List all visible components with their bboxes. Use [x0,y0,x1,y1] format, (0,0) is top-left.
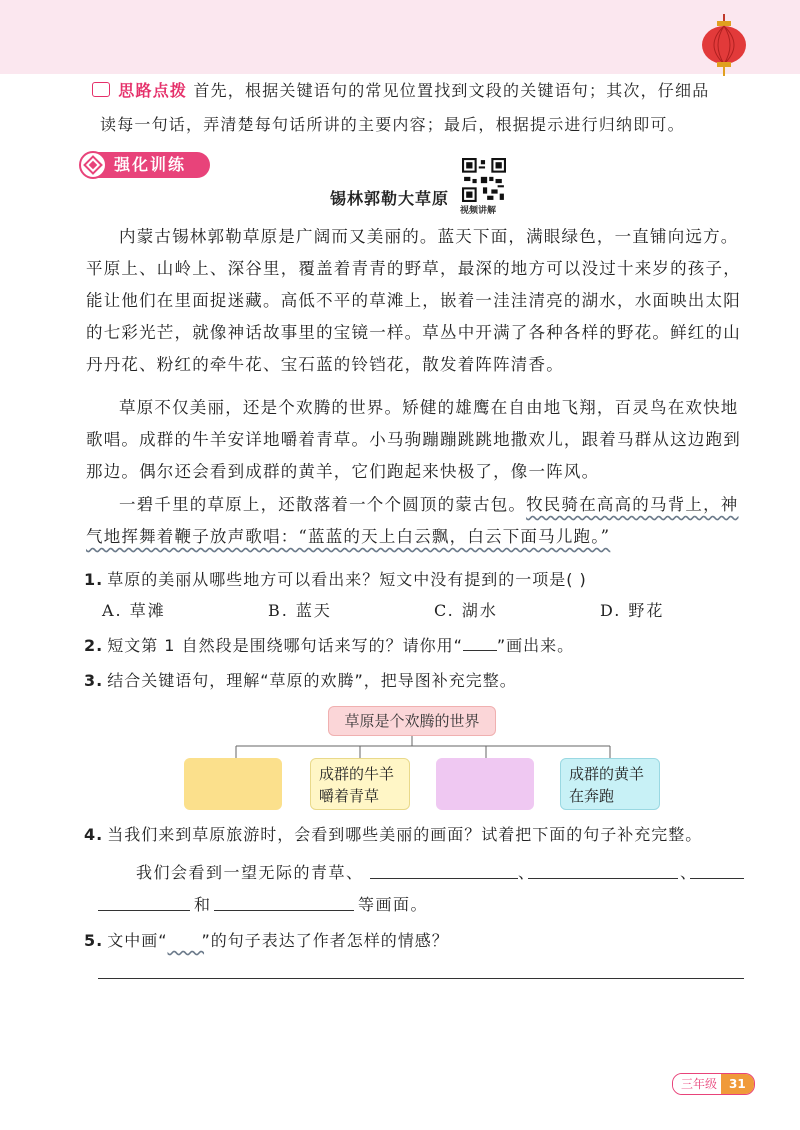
paragraph-2: 草原不仅美丽，还是个欢腾的世界。矫健的雄鹰在自由地飞翔，百灵鸟在欢快地歌唱。成群的牛羊安详地嚼着青草。小马驹蹦蹦跳跳地撒欢儿，跟着马群从这边跑到那边。偶尔还会看到成群的黄羊，它们跑起来快极了，像一阵风。 [86,398,741,481]
question-3-number: 3. [84,671,104,690]
question-5-text-a: 文中画“ [107,931,168,950]
question-1-number: 1. [84,570,104,589]
question-4-number: 4. [84,825,104,844]
qr-label: 视频讲解 [460,206,497,216]
option-d[interactable]: D. 野花 [600,601,665,620]
q4-sep-2: 、 [680,863,697,882]
q4-fill-start: 我们会看到一望无际的青草、 [136,863,364,882]
option-a[interactable]: A. 草滩 [102,601,166,620]
tip-text-line1: 首先，根据关键语句的常见位置找到文段的关键语句；其次，仔细品 [193,81,710,100]
q4-blank-3[interactable] [690,878,744,879]
q5-answer-line[interactable] [98,978,744,979]
mindmap-box-1-blank[interactable] [184,758,282,810]
page-footer [672,1073,755,1095]
paragraph-1: 内蒙古锡林郭勒草原是广阔而又美丽的。蓝天下面，满眼绿色，一直铺向远方。平原上、山岭上、深谷里，覆盖着青青的野草，最深的地方可以没过十来岁的孩子，能让他们在里面捉迷藏。高低不平的草滩上，嵌着一洼洼清亮的湖水，水面映出太阳的七彩光芒，就像神话故事里的宝镜一样。草丛中开满了各种各样的野花。鲜红的山丹丹花、粉红的牵牛花、宝石蓝的铃铛花，散发着阵阵清香。 [86,227,741,374]
mindmap-box-4: 成群的黄羊 在奔跑 [560,758,660,810]
question-3-text: 结合关键语句，理解“草原的欢腾”，把导图补充完整。 [107,671,517,690]
wavy-line-sample [168,931,202,941]
q4-blank-5[interactable] [214,910,354,911]
question-2-text-b: ”画出来。 [496,636,575,655]
q4-blank-1[interactable] [370,878,518,879]
q4-blank-4[interactable] [98,910,190,911]
tip-label: 思路点拨 [118,81,188,100]
question-2-text-a: 短文第 1 自然段是围绕哪句话来写的？请你用“ [107,636,463,655]
page-number: 31 [721,1074,754,1094]
paragraph-3-wavy-sentence: 牧民骑在高高的马背上，神气地挥舞着鞭子放声歌唱：“蓝蓝的天上白云飘，白云下面马儿跑。” [86,495,739,546]
option-c[interactable]: C. 湖水 [434,601,498,620]
q4-blank-2[interactable] [528,878,678,879]
question-1-text: 草原的美丽从哪些地方可以看出来？短文中没有提到的一项是( ) [107,570,587,589]
mindmap-box-2: 成群的牛羊 嚼着青草 [310,758,410,810]
q4-and: 和 [194,895,211,914]
question-5-number: 5. [84,931,104,950]
question-2-number: 2. [84,636,104,655]
grade-label: 三年级 [673,1074,721,1094]
tip-text-line2: 读每一句话，弄清楚每句话所讲的主要内容；最后，根据提示进行归纳即可。 [100,115,685,134]
question-4-text: 当我们来到草原旅游时，会看到哪些美丽的画面？试着把下面的句子补充完整。 [107,825,703,844]
section-label: 强化训练 [96,152,210,178]
option-b[interactable]: B. 蓝天 [268,601,332,620]
question-5 [84,928,449,951]
q4-fill-end: 等画面。 [358,895,429,914]
article-title: 锡林郭勒大草原 [330,189,450,208]
paragraph-3-plain: 一碧千里的草原上，还散落着一个个圆顶的蒙古包。 [119,495,527,514]
mindmap-root: 草原是个欢腾的世界 [328,706,496,736]
mindmap-box-3-blank[interactable] [436,758,534,810]
question-5-text-b: ”的句子表达了作者怎样的情感？ [201,931,449,950]
question-4 [84,822,702,845]
q4-sep-1: 、 [518,863,535,882]
